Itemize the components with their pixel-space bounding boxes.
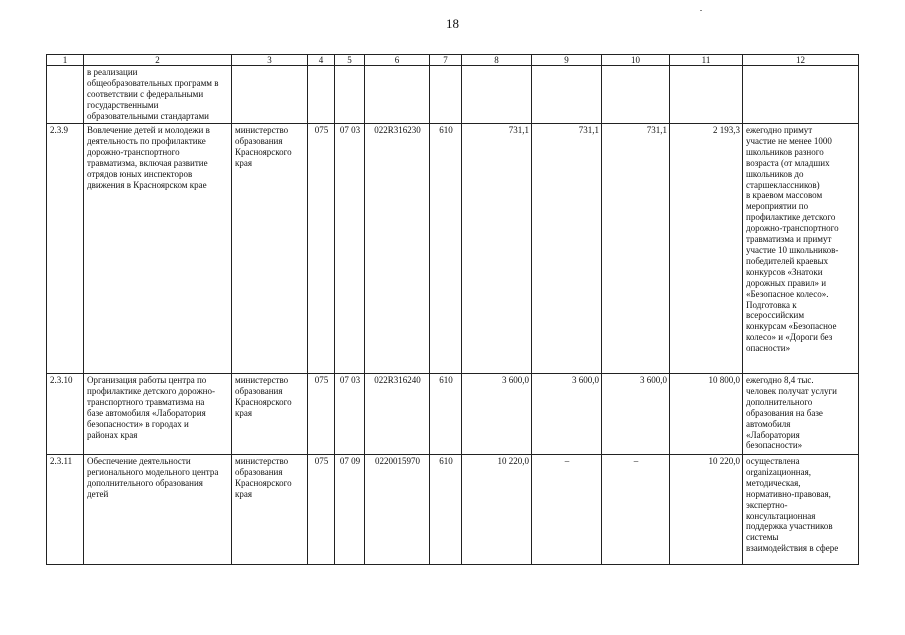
scan-speck	[700, 10, 702, 11]
item-grbs: 075	[308, 455, 335, 565]
column-header: 11	[670, 55, 743, 66]
item-year1: 10 220,0	[462, 455, 532, 565]
item-vr: 610	[430, 374, 462, 455]
item-year2: –	[532, 455, 602, 565]
item-total	[670, 66, 743, 124]
item-csr	[365, 66, 430, 124]
table-row	[47, 66, 859, 124]
item-name: Обеспечение деятельности регионального модельного центра дополнительного образования детей	[84, 455, 232, 565]
item-csr: 022R316230	[365, 124, 430, 374]
item-year1: 731,1	[462, 124, 532, 374]
item-rzpr: 07 09	[335, 455, 365, 565]
column-header: 9	[532, 55, 602, 66]
column-header: 6	[365, 55, 430, 66]
item-year1	[462, 66, 532, 124]
item-agency: министерство образования Красноярского края	[232, 374, 308, 455]
item-agency	[232, 66, 308, 124]
item-name: в реализации общеобразовательных программ в соответствии с федеральными государственными образовательными стандартами	[84, 66, 232, 124]
item-year3: 731,1	[602, 124, 670, 374]
item-rzpr: 07 03	[335, 124, 365, 374]
item-vr	[430, 66, 462, 124]
item-year1: 3 600,0	[462, 374, 532, 455]
column-header: 1	[47, 55, 84, 66]
item-code: 2.3.10	[47, 374, 84, 455]
column-header: 7	[430, 55, 462, 66]
item-year3: –	[602, 455, 670, 565]
item-result: ежегодно 8,4 тыс. человек получат услуги дополнительного образования на базе автомобиля «Лаборатория безопасности»	[743, 374, 859, 455]
item-agency: министерство образования Красноярского края	[232, 124, 308, 374]
table-row	[47, 374, 859, 455]
item-csr: 022R316240	[365, 374, 430, 455]
item-csr: 0220015970	[365, 455, 430, 565]
column-header: 4	[308, 55, 335, 66]
table-row	[47, 455, 859, 565]
item-result: ежегодно примут участие не менее 1000 школьников разного возраста (от младших школьников до старшеклассников) в краевом массовом мероприятии по профилактике детского дорожно-транспортного травматизма и примут участие 10 школьников- победителей краевых конкурсов «Знатоки дорожных правил» и «Безопасное колесо». Подготовка к всероссийским конкурсам «Безопасное колесо» и «Дороги без опасности»	[743, 124, 859, 374]
item-total: 10 220,0	[670, 455, 743, 565]
item-year3: 3 600,0	[602, 374, 670, 455]
column-header: 3	[232, 55, 308, 66]
column-header: 10	[602, 55, 670, 66]
item-year2: 3 600,0	[532, 374, 602, 455]
program-activities-table	[46, 54, 859, 565]
item-name: Организация работы центра по профилактике детского дорожно- транспортного травматизма на базе автомобиля «Лаборатория безопасности» в городах и районах края	[84, 374, 232, 455]
item-year2	[532, 66, 602, 124]
item-name: Вовлечение детей и молодежи в деятельность по профилактике дорожно-транспортного травматизма, включая развитие отрядов юных инспекторов движения в Красноярском крае	[84, 124, 232, 374]
item-rzpr: 07 03	[335, 374, 365, 455]
column-header: 12	[743, 55, 859, 66]
column-header: 5	[335, 55, 365, 66]
item-year2: 731,1	[532, 124, 602, 374]
item-agency: министерство образования Красноярского края	[232, 455, 308, 565]
item-year3	[602, 66, 670, 124]
item-code: 2.3.11	[47, 455, 84, 565]
item-code	[47, 66, 84, 124]
item-rzpr	[335, 66, 365, 124]
column-header: 8	[462, 55, 532, 66]
item-total: 10 800,0	[670, 374, 743, 455]
column-header: 2	[84, 55, 232, 66]
table-row	[47, 124, 859, 374]
column-number-row	[47, 55, 859, 66]
item-grbs: 075	[308, 374, 335, 455]
item-vr: 610	[430, 455, 462, 565]
item-code: 2.3.9	[47, 124, 84, 374]
item-result	[743, 66, 859, 124]
item-grbs: 075	[308, 124, 335, 374]
item-grbs	[308, 66, 335, 124]
page-number: 18	[446, 16, 459, 31]
item-result: осуществлена organizaционная, методическая, нормативно-правовая, экспертно- консультационная поддержка участников системы взаимодействия в сфере	[743, 455, 859, 565]
item-total: 2 193,3	[670, 124, 743, 374]
item-vr: 610	[430, 124, 462, 374]
